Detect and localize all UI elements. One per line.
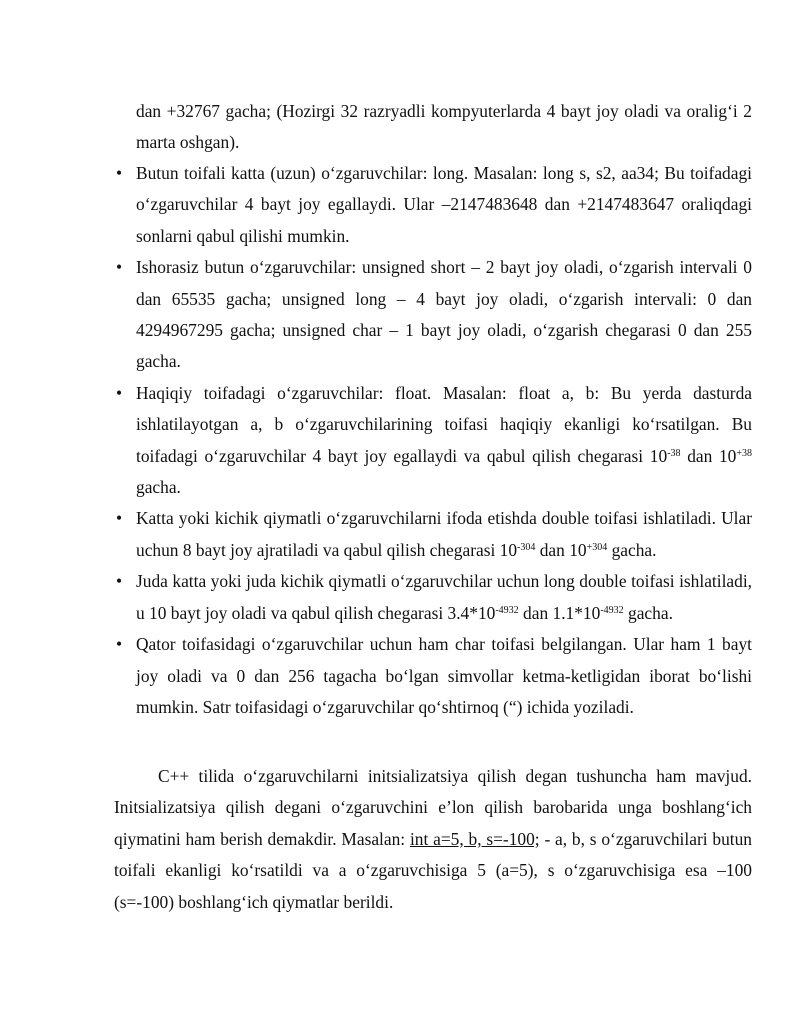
variable-types-list [0, 158, 800, 723]
list-item-text: gacha. [623, 602, 673, 623]
list-item-long-double [0, 566, 752, 629]
exponent: +304 [586, 541, 608, 553]
list-item-text: dan 10 [680, 445, 737, 466]
code-example: int a=5, b, s=-100; [409, 828, 540, 849]
list-item-unsigned [0, 252, 752, 378]
initialization-paragraph [114, 761, 752, 918]
exponent: -304 [517, 541, 536, 553]
paragraph-text: - a, b, s o‘zgaruvchilari butun toifali ekanligi ko‘rsatildi va a o‘zgaruvchisiga 5 (a=5), s o‘zgaruvchisiga esa –100 (s=-100) boshlang‘ich qiymatlar berildi. [114, 828, 752, 912]
bullet-icon: • [115, 382, 123, 403]
list-item-text: gacha. [136, 477, 181, 498]
list-item-char [0, 629, 752, 723]
bullet-icon: • [115, 163, 123, 183]
list-item-text: gacha. [607, 539, 657, 560]
list-item-double [0, 503, 752, 566]
continuation-text: dan +32767 gacha; (Hozirgi 32 razryadli kompyuterlarda 4 bayt joy oladi va oralig‘i 2 marta oshgan). [136, 101, 752, 153]
list-item-long [0, 158, 752, 252]
list-item-text: Butun toifali katta (uzun) o‘zgaruvchilar: long. Masalan: long s, s2, aa34; Bu toifadagi o‘zgaruvchilar 4 bayt joy egallaydi. Ular –2147483648 dan +2147483647 oraliqdagi sonlarni qabul qilishi mumkin. [136, 163, 752, 246]
bullet-icon: • [115, 571, 123, 592]
list-item-float [0, 378, 752, 504]
list-item-text: dan 10 [535, 539, 587, 560]
list-item-text: Qator toifasidagi o‘zgaruvchilar uchun ham char toifasi belgilangan. Ular ham 1 bayt joy oladi va 0 dan 256 tagacha bo‘lgan simvollar ketma-ketligidan iborat bo‘lishi mumkin. Satr toifasidagi o‘zgaruvchilar qo‘shtirnoq (“) ichida yoziladi. [136, 634, 752, 717]
exponent: -4932 [495, 604, 519, 616]
bullet-icon: • [115, 634, 123, 655]
paragraph-text: C++ tilida o‘zgaruvchilarni initsializatsiya qilish degan tushuncha ham mavjud. Initsializatsiya qilish degani o‘zgaruvchini e’lon qilish barobarida unga boshlang‘ich qiymatini ham berish demakdir. Masalan: [114, 766, 752, 849]
list-item-text: Ishorasiz butun o‘zgaruvchilar: unsigned short – 2 bayt joy oladi, o‘zgarish intervali 0 dan 65535 gacha; unsigned long – 4 bayt joy oladi, o‘zgarish intervali: 0 dan 4294967295 gacha; unsigned char – 1 bayt joy oladi, o‘zgarish chegarasi 0 dan 255 gacha. [136, 257, 752, 372]
list-item-text: dan 1.1*10 [518, 602, 601, 623]
exponent: -38 [667, 447, 681, 459]
bullet-icon: • [115, 508, 123, 529]
bullet-icon: • [115, 257, 123, 278]
list-item-text: Katta yoki kichik qiymatli o‘zgaruvchilarni ifoda etishda double toifasi ishlatiladi. Ular uchun 8 bayt joy ajratiladi va qabul qilish chegarasi 10 [136, 508, 752, 560]
list-item-text: Haqiqiy toifadagi o‘zgaruvchilar: float. Masalan: float a, b: Bu yerda dasturda ishlatilayotgan a, b o‘zgaruvchilarining toifasi haqiqiy ekanligi ko‘rsatilgan. Bu toifadagi o‘zgaruvchilar 4 bayt joy egallaydi va qabul qilish chegarasi 10 [136, 382, 752, 466]
list-item-text: Juda katta yoki juda kichik qiymatli o‘zgaruvchilar uchun long double toifasi ishlatiladi, u 10 bayt joy oladi va qabul qilish chegarasi 3.4*10 [136, 571, 752, 623]
exponent: -4932 [600, 604, 624, 616]
exponent: +38 [736, 447, 752, 459]
